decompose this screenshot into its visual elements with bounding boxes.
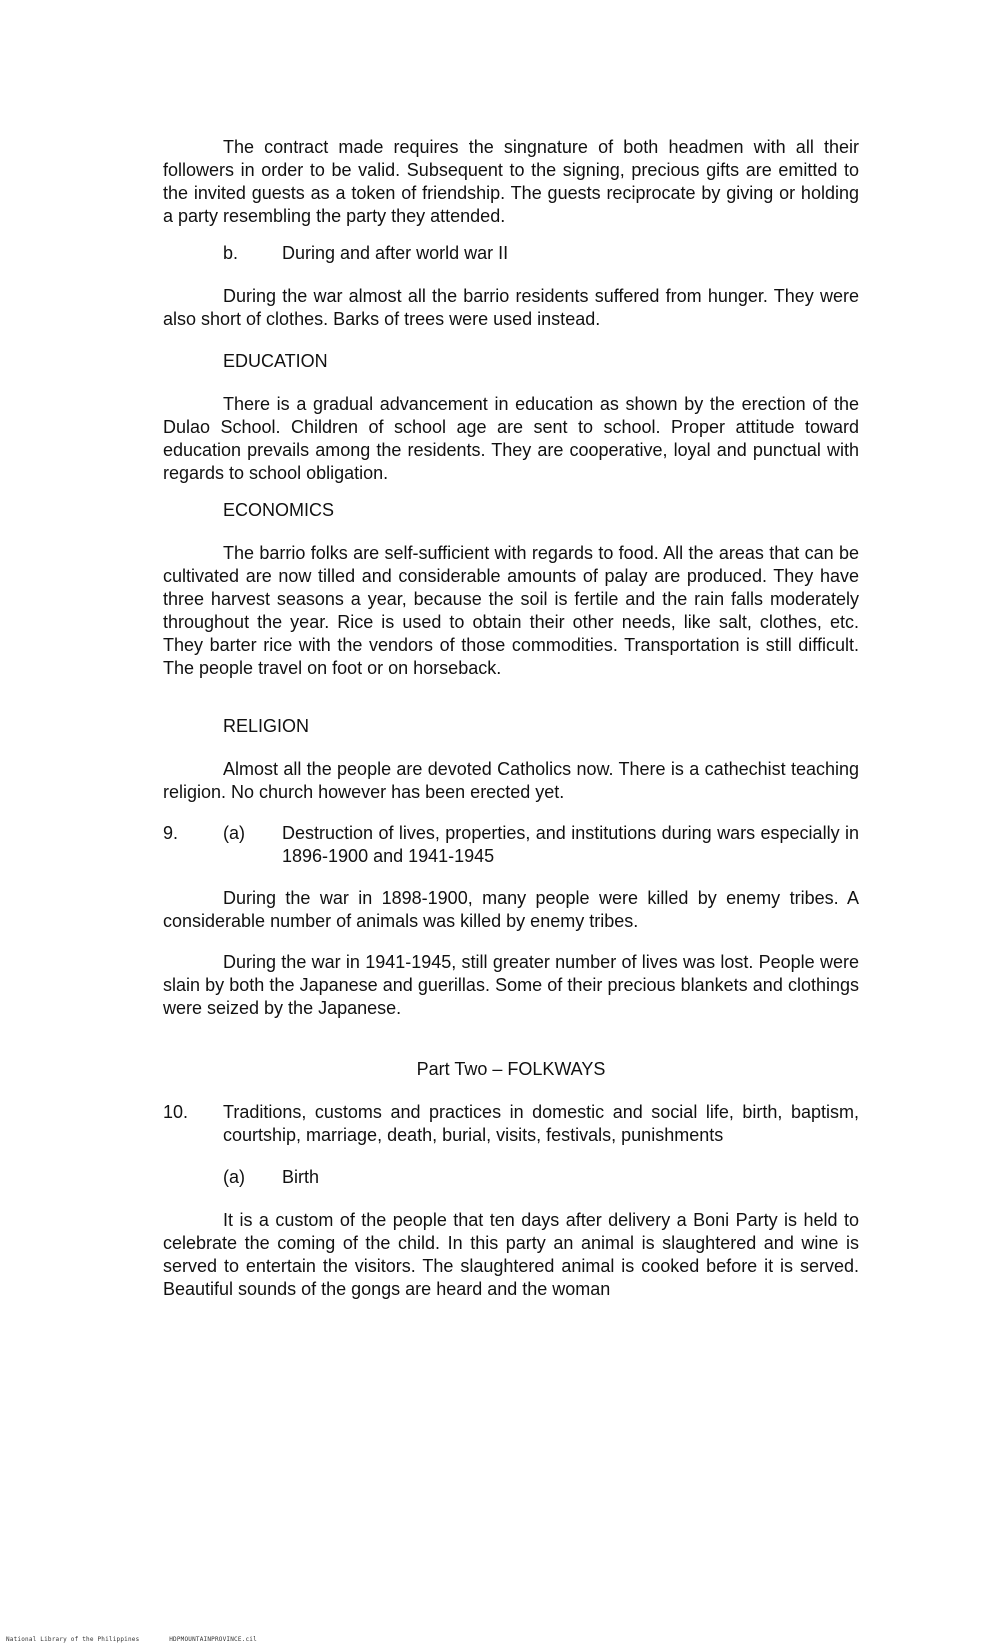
heading-education: EDUCATION bbox=[223, 351, 328, 371]
footer-library: National Library of the Philippines bbox=[6, 1636, 140, 1643]
subheading-b-text: During and after world war II bbox=[282, 243, 509, 263]
item-9-number: 9. bbox=[163, 823, 179, 843]
paragraph-war-1941: During the war in 1941-1945, still greater number of lives was lost. People were slain by both the Japanese and guerillas. Some of their precious blankets and clothings were seized by the Japanese. bbox=[163, 952, 859, 1018]
paragraph-economics: The barrio folks are self-sufficient with regards to food. All the areas that can be cultivated are now tilled and considerable amounts of palay are produced. They have three harvest seasons a year, because the soil is fertile and the rain falls moderately throughout the year. Rice is used to obtain their other needs, like salt, clothes, etc. They barter rice with the vendors of those commodities. Transportation is still difficult. The people travel on foot or on horseback. bbox=[163, 543, 859, 678]
paragraph-contract: The contract made requires the singnature of both headmen with all their followers in order to be valid. Subsequent to the signing, precious gifts are emitted to the invited guests as a token of friendship. The guests reciprocate by giving or holding a party resembling the party they attended. bbox=[163, 137, 859, 226]
subheading-a-birth bbox=[223, 1166, 859, 1189]
paragraph-war: During the war almost all the barrio residents suffered from hunger. They were also short of clothes. Barks of trees were used instead. bbox=[163, 286, 859, 329]
paragraph-education: There is a gradual advancement in education as shown by the erection of the Dulao School. Children of school age are sent to school. Proper attitude toward education prevails among the residents. They are cooperative, loyal and punctual with regards to school obligation. bbox=[163, 394, 859, 483]
subheading-a-label: (a) bbox=[223, 1167, 245, 1187]
footer-code: HDPMOUNTAINPROVINCE.cil bbox=[169, 1636, 257, 1643]
item-10 bbox=[163, 1101, 859, 1147]
scan-footer bbox=[6, 1636, 283, 1643]
item-10-body bbox=[223, 1101, 859, 1147]
item-10-number: 10. bbox=[163, 1102, 189, 1122]
item-9 bbox=[163, 822, 859, 868]
part-two-title: Part Two – FOLKWAYS bbox=[416, 1059, 606, 1079]
paragraph-war-1898: During the war in 1898-1900, many people were killed by enemy tribes. A considerable number of animals was killed by enemy tribes. bbox=[163, 888, 859, 931]
paragraph-birth: It is a custom of the people that ten days after delivery a Boni Party is held to celebrate the coming of the child. In this party an animal is slaughtered and wine is served to entertain the visitors. The slaughtered animal is cooked before it is served. Beautiful sounds of the gongs are heard and the woman bbox=[163, 1210, 859, 1299]
subheading-b bbox=[223, 242, 859, 265]
paragraph-religion: Almost all the people are devoted Catholics now. There is a cathechist teaching religion. No church however has been erected yet. bbox=[163, 759, 859, 802]
item-10-text: Traditions, customs and practices in domestic and social life, birth, baptism, courtship, marriage, death, burial, visits, festivals, punishments bbox=[223, 1102, 859, 1145]
heading-religion: RELIGION bbox=[223, 716, 310, 736]
item-9-body bbox=[223, 822, 859, 868]
item-9-label: (a) bbox=[223, 823, 245, 843]
subheading-b-label: b. bbox=[223, 243, 239, 263]
subheading-a-text: Birth bbox=[282, 1167, 320, 1187]
heading-economics: ECONOMICS bbox=[223, 500, 335, 520]
item-9-text: Destruction of lives, properties, and institutions during wars especially in 1896-1900 and 1941-1945 bbox=[282, 823, 859, 866]
